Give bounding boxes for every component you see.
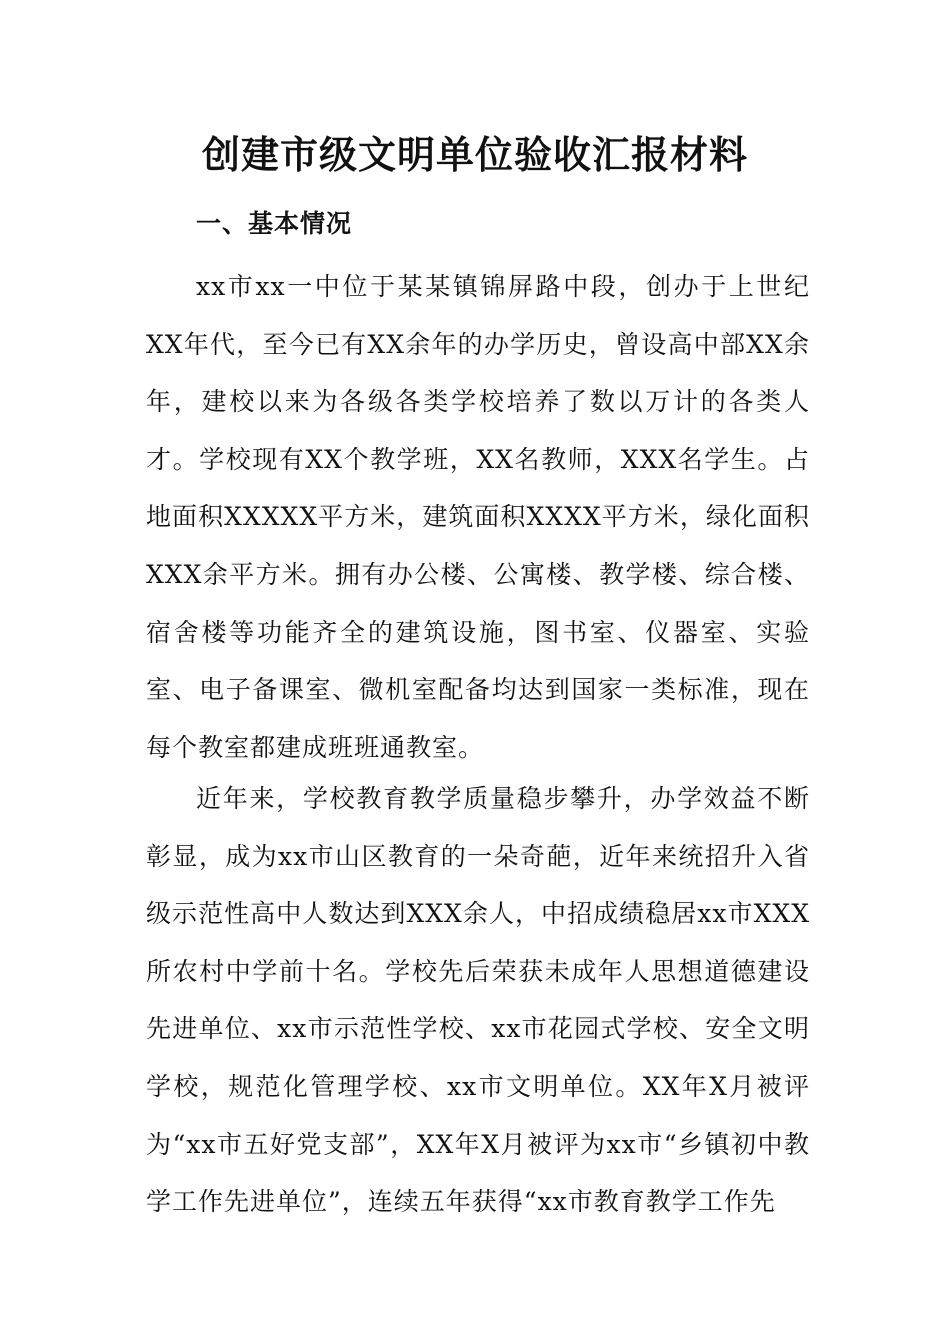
paragraph-achievements: 近年来，学校教育教学质量稳步攀升，办学效益不断彰显，成为xx市山区教育的一朵奇葩，近年来统招升入省级示范性高中人数达到XXX余人，中招成绩稳居xx市XXX所农村中学前十名。学校先后荣获未成年人思想道德建设先进单位、xx市示范性学校、xx市花园式学校、安全文明学校，规范化管理学校、xx市文明单位。XX年X月被评为“xx市五好党支部”，XX年X月被评为xx市“乡镇初中教学工作先进单位”，连续五年获得“xx市教育教学工作先 xyxy=(146,784,810,1217)
document-title: 创建市级文明单位验收汇报材料 xyxy=(201,132,748,177)
paragraph-basic-info: xx市xx一中位于某某镇锦屏路中段，创办于上世纪XX年代，至今已有XX余年的办学历史，曾设高中部XX余年，建校以来为各级各类学校培养了数以万计的各类人才。学校现有XX个教学班，XX名教师，XXX名学生。占地面积XXXXX平方米，建筑面积XXXX平方米，绿化面积XXX余平方米。拥有办公楼、公寓楼、教学楼、综合楼、宿舍楼等功能齐全的建筑设施，图书室、仪器室、实验室、电子备课室、微机室配备均达到国家一类标准，现在每个教室都建成班班通教室。 xyxy=(146,272,810,762)
section-heading: 一、基本情况 xyxy=(196,209,353,238)
